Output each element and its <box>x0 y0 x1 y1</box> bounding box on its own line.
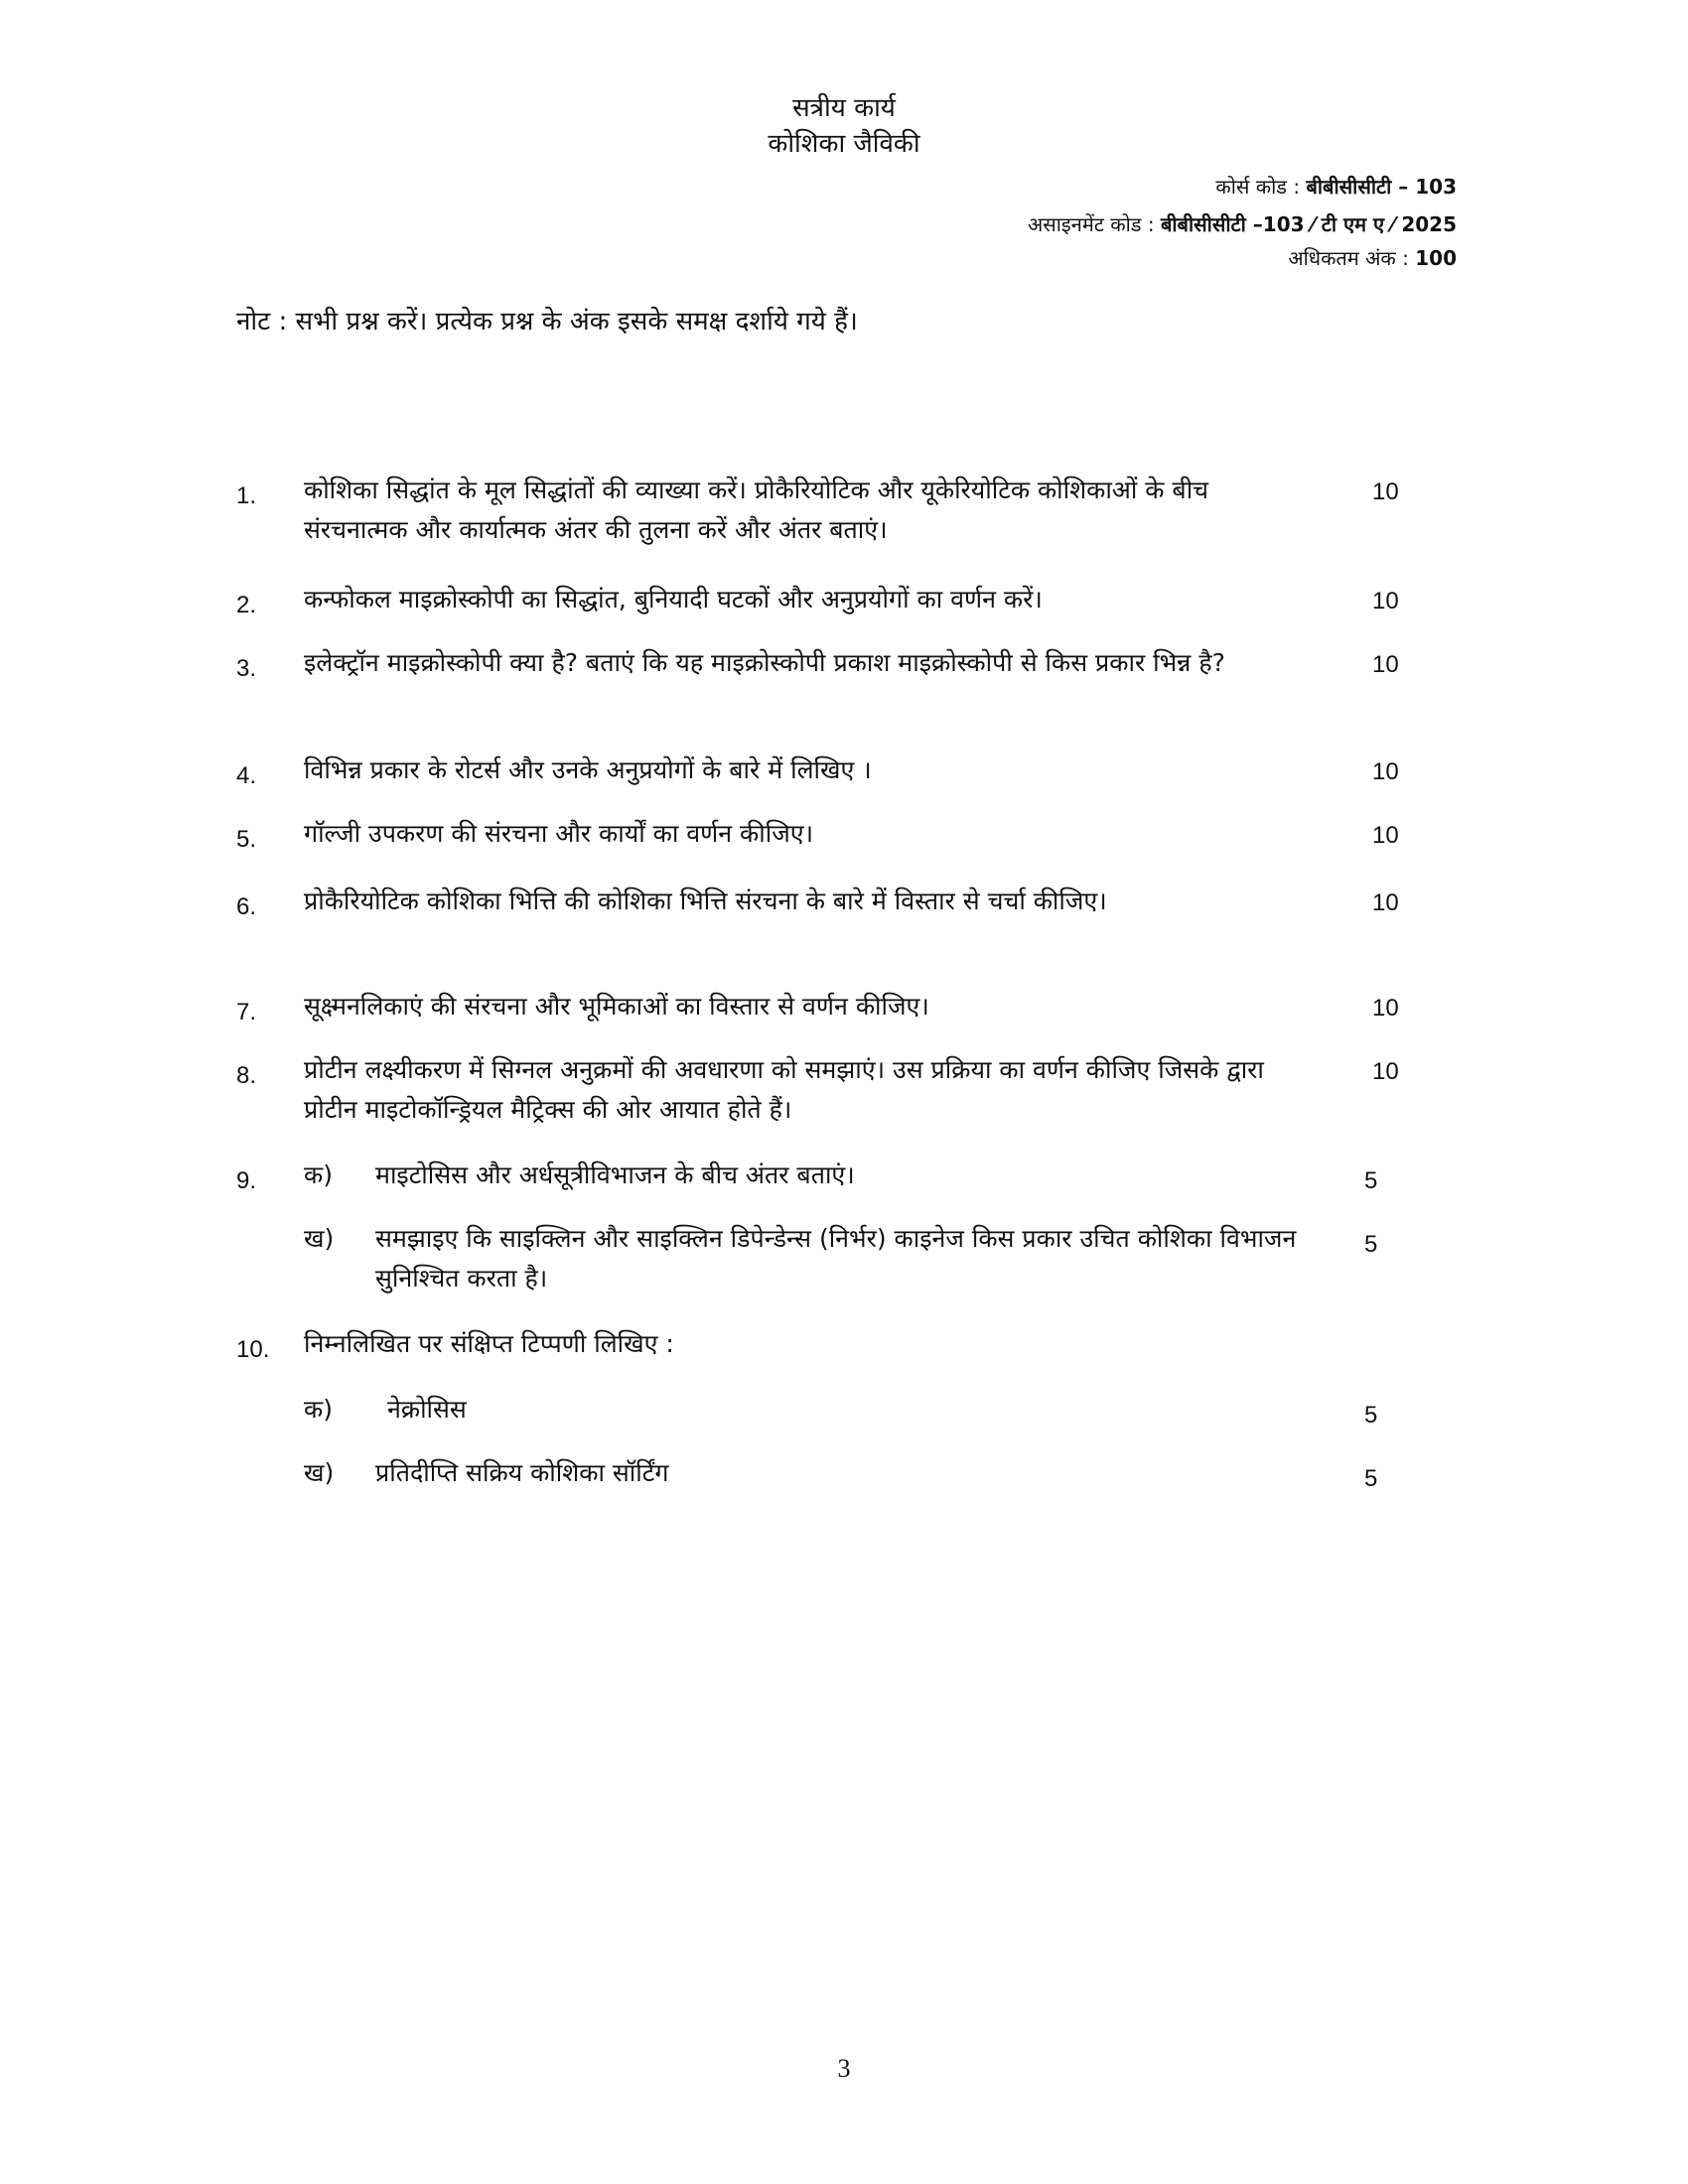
question-number: 7. <box>236 999 257 1025</box>
question-number: 9. <box>236 1167 257 1194</box>
sub-question-marks: 5 <box>1364 1402 1378 1429</box>
question-marks: 10 <box>1372 588 1399 614</box>
question-number: 6. <box>236 893 257 920</box>
question-marks: 10 <box>1372 995 1399 1022</box>
question-text: सूक्ष्मनलिकाएं की संरचना और भूमिकाओं का विस्तार से वर्णन कीजिए। <box>304 992 929 1021</box>
question-number: 1. <box>236 482 257 509</box>
question-text: विभिन्न प्रकार के रोटर्स और उनके अनुप्रयोगों के बारे में लिखिए । <box>304 755 872 784</box>
question-number: 2. <box>236 592 257 618</box>
assignment-title: सत्रीय कार्य <box>792 93 896 123</box>
question-number: 3. <box>236 655 257 682</box>
question-marks: 10 <box>1372 758 1399 785</box>
sub-question-label: ख) <box>304 1224 335 1253</box>
course-code <box>563 173 1457 201</box>
question-text: कन्फोकल माइक्रोस्कोपी का सिद्धांत, बुनियादी घटकों और अनुप्रयोगों का वर्णन करें। <box>304 585 1043 614</box>
question-text: गॉल्जी उपकरण की संरचना और कार्यों का वर्णन कीजिए। <box>304 819 814 848</box>
sub-question-text: माइटोसिस और अर्धसूत्रीविभाजन के बीच अंतर बताएं। <box>375 1160 855 1189</box>
question-text: इलेक्ट्रॉन माइक्रोस्कोपी क्या है? बताएं कि यह माइक्रोस्कोपी प्रकाश माइक्रोस्कोपी से किस प्रकार भिन्न है? <box>304 648 1225 677</box>
sub-question-text: नेक्रोसिस <box>387 1395 467 1424</box>
max-marks-value: 100 <box>1415 246 1457 270</box>
question-marks: 10 <box>1372 1058 1399 1085</box>
sub-question-text: प्रतिदीप्ति सक्रिय कोशिका सॉर्टिंग <box>375 1458 669 1487</box>
page-number: 3 <box>837 2054 851 2083</box>
question-number: 8. <box>236 1062 257 1089</box>
question-number: 10. <box>236 1336 270 1363</box>
sub-question-marks: 5 <box>1364 1465 1378 1492</box>
question-number: 4. <box>236 762 257 789</box>
question-text: प्रोटीन लक्ष्यीकरण में सिग्नल अनुक्रमों की अवधारणा को समझाएं। उस प्रक्रिया का वर्णन कीजिए जिसके द्वारा प्रोटीन माइटोकॉन्ड्रियल मैट्रिक्स की ओर आयात होते हैं। <box>304 1055 1264 1124</box>
max-marks <box>563 244 1457 272</box>
sub-question-label: ख) <box>304 1458 335 1487</box>
question-text: निम्नलिखित पर संक्षिप्त टिप्पणी लिखिए : <box>304 1329 674 1358</box>
course-code-label: कोर्स कोड : <box>1215 175 1307 199</box>
sub-question-label: क) <box>304 1395 333 1424</box>
instructions-note: नोट : सभी प्रश्न करें। प्रत्येक प्रश्न के अंक इसके समक्ष दर्शाये गये हैं। <box>236 307 858 337</box>
sub-question-label: क) <box>304 1160 333 1189</box>
assignment-code <box>563 210 1457 238</box>
assignment-code-value: बीबीसीसीटी –103 ⁄ टी एम ए ⁄ 2025 <box>1160 212 1457 236</box>
question-marks: 10 <box>1372 478 1399 505</box>
sub-question-marks: 5 <box>1364 1231 1378 1258</box>
question-text: कोशिका सिद्धांत के मूल सिद्धांतों की व्याख्या करें। प्रोकैरियोटिक और यूकेरियोटिक कोशिकाओं के बीच संरचनात्मक और कार्यात्मक अंतर की तुलना करें और अंतर बताएं। <box>304 476 1209 544</box>
max-marks-label: अधिकतम अंक : <box>1288 246 1416 270</box>
question-marks: 10 <box>1372 822 1399 849</box>
question-number: 5. <box>236 826 257 853</box>
course-code-value: बीबीसीसीटी – 103 <box>1306 175 1457 199</box>
subject-title: कोशिका जैविकी <box>768 129 920 159</box>
sub-question-text: समझाइए कि साइक्लिन और साइक्लिन डिपेन्डेन्स (निर्भर) काइनेज किस प्रकार उचित कोशिका विभाजन सुनिश्चित करता है। <box>375 1224 1297 1293</box>
question-text: प्रोकैरियोटिक कोशिका भित्ति की कोशिका भित्ति संरचना के बारे में विस्तार से चर्चा कीजिए। <box>304 887 1107 915</box>
assignment-code-label: असाइनमेंट कोड : <box>1027 212 1161 236</box>
sub-question-marks: 5 <box>1364 1167 1378 1194</box>
question-marks: 10 <box>1372 651 1399 678</box>
question-marks: 10 <box>1372 889 1399 916</box>
